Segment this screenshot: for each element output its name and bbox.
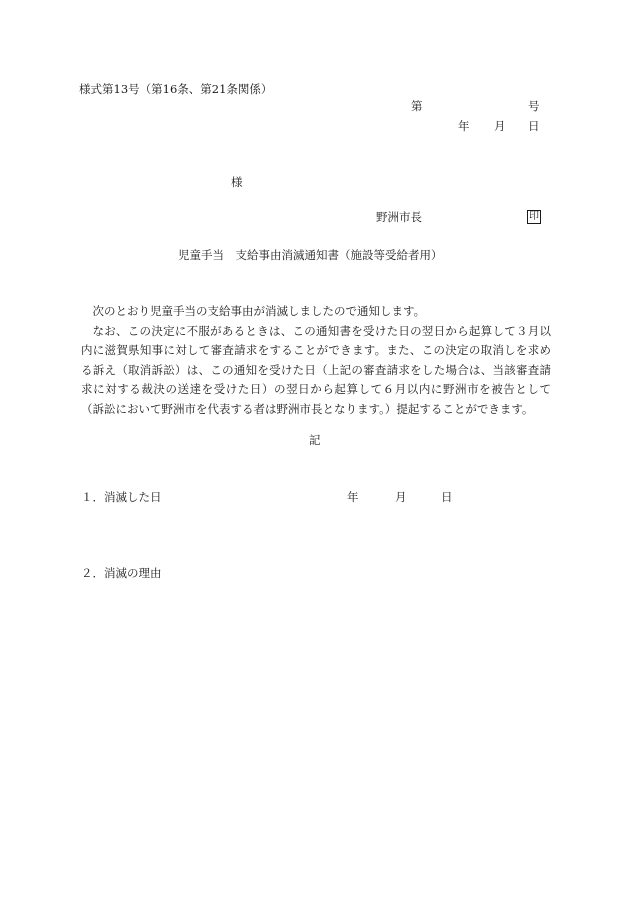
ki-heading: 記 [309, 433, 321, 447]
addressee-honorific: 様 [231, 175, 243, 189]
sender-title: 野洲市長 [376, 210, 422, 224]
item-1-year: 年 [347, 490, 359, 504]
seal-icon: 印 [529, 211, 539, 222]
document-title: 児童手当 支給事由消滅通知書（施設等受給者用） [178, 248, 443, 262]
date-day: 日 [528, 119, 540, 133]
date-month: 月 [494, 119, 506, 133]
body-paragraph-1: 次のとおり児童手当の支給事由が消滅しましたので通知します。 [92, 304, 426, 318]
seal-mark [527, 210, 541, 224]
form-number: 様式第13号（第16条、第21条関係） [79, 82, 273, 96]
date-year: 年 [458, 119, 470, 133]
item-1-day: 日 [441, 490, 453, 504]
document-number-prefix: 第 [411, 99, 423, 113]
item-1-month: 月 [395, 490, 407, 504]
body-text [81, 302, 551, 419]
body-paragraph-2: なお、この決定に不服があるときは、この通知書を受けた日の翌日から起算して３月以内に滋賀県知事に対して審査請求をすることができます。また、この決定の取消しを求める訴え（取消訴訟）は、この通知を受けた日（上記の審査請求をした場合は、当該審査請求に対する裁決の送達を受けた日）の翌日から起算して６月以内に野洲市を被告として（訴訟において野洲市を代表する者は野洲市長となります。）提起することができます。 [81, 323, 551, 416]
item-2-label: ２．消滅の理由 [81, 566, 162, 580]
item-1-label: １．消滅した日 [81, 490, 162, 504]
document-number-suffix: 号 [528, 99, 540, 113]
